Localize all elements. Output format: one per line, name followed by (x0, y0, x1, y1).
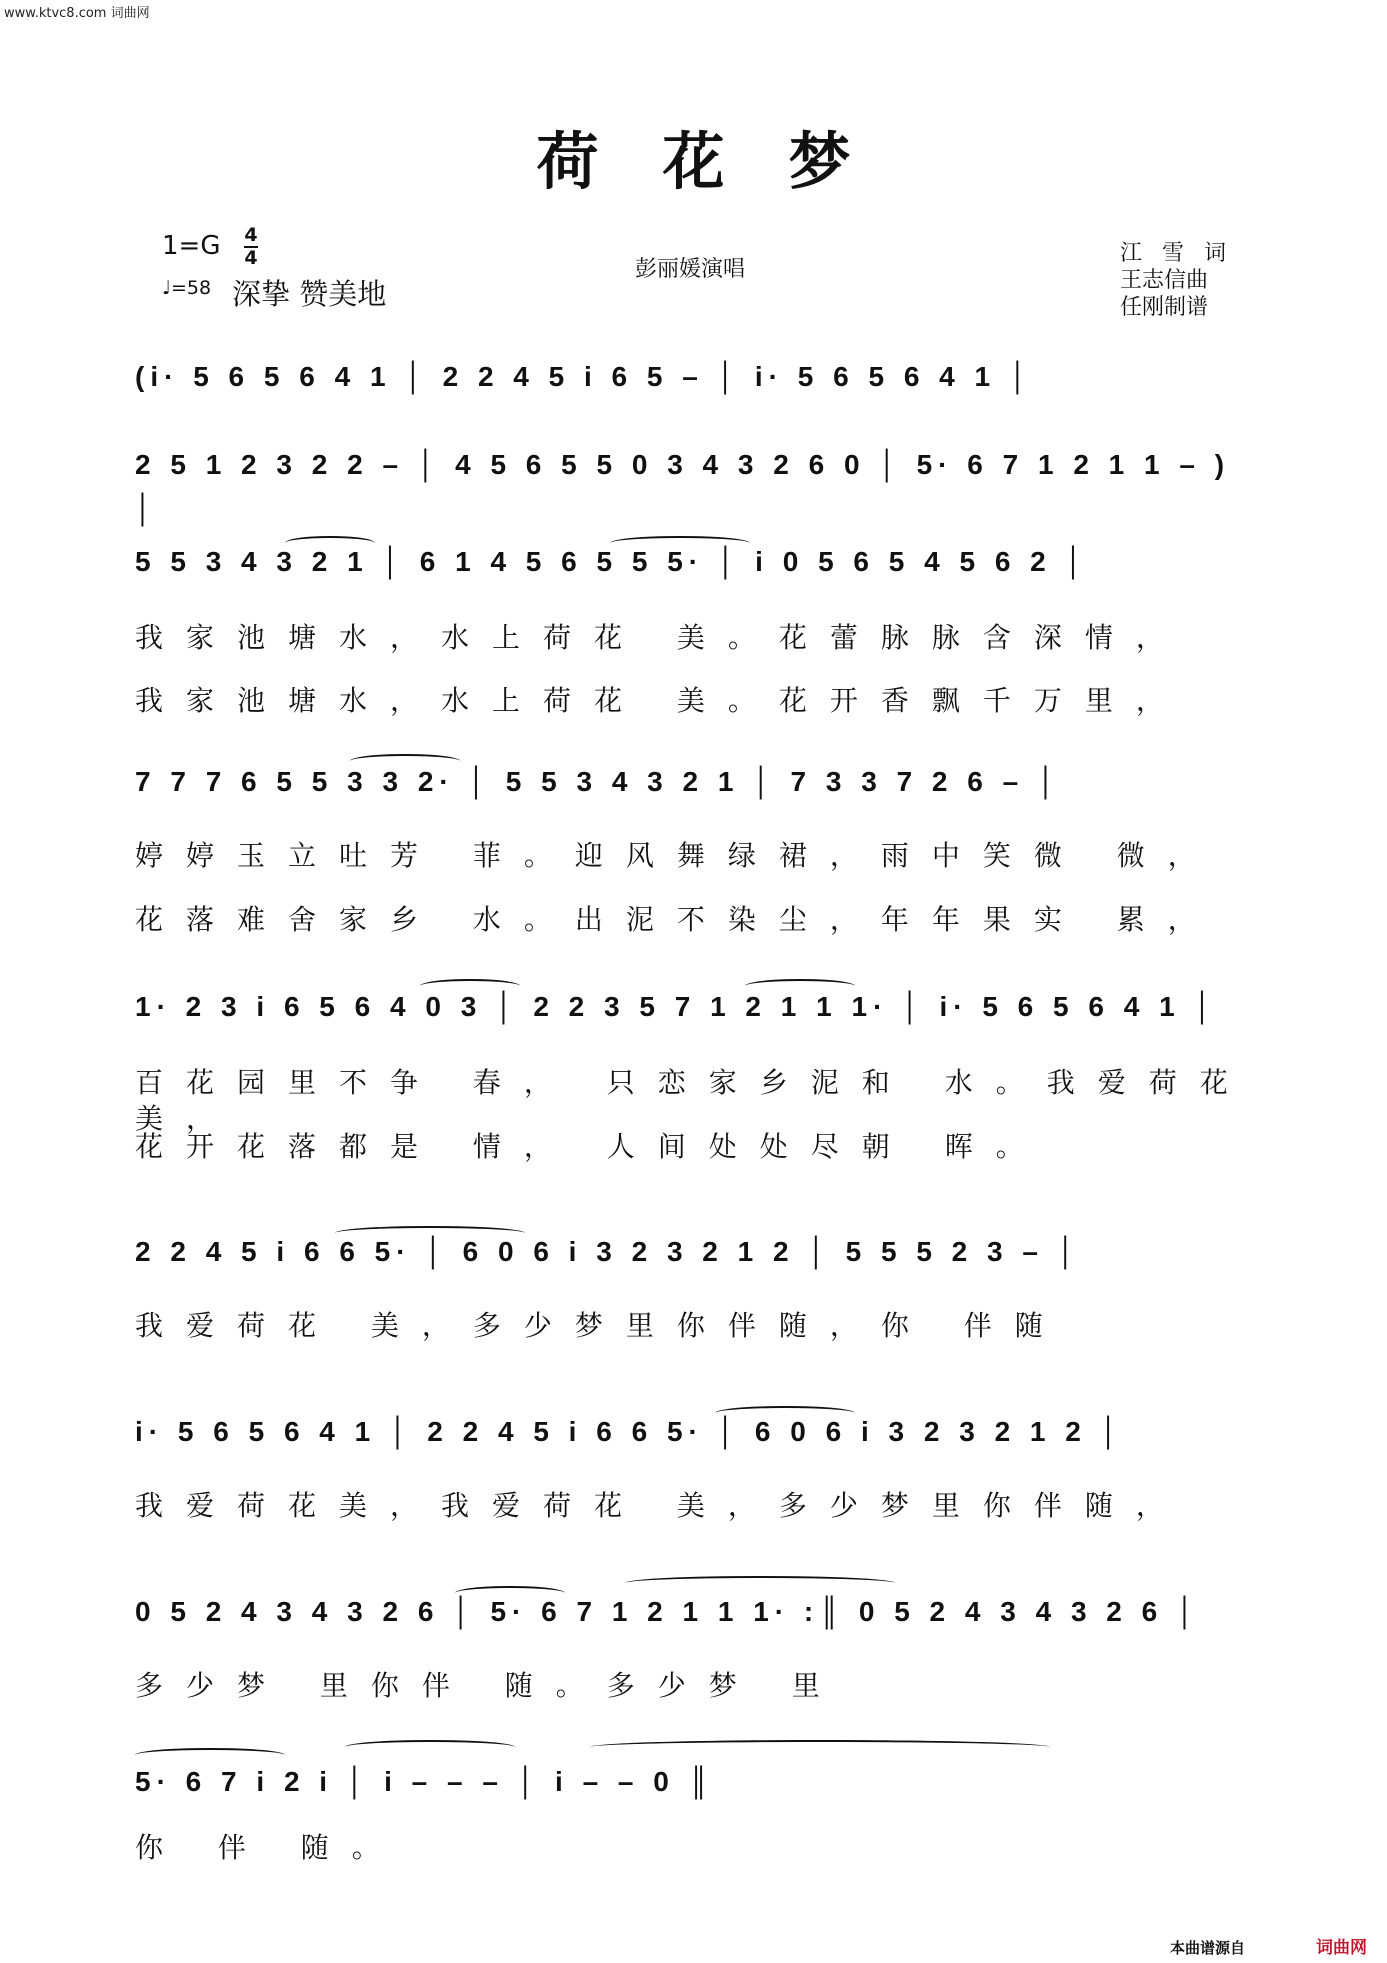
lyric-line: 我爱荷花 美，多少梦里你伴随，你 伴随 (135, 1309, 1066, 1342)
expression-marking: 深挚 赞美地 (232, 277, 387, 311)
time-signature (244, 226, 258, 268)
performer-credit: 彭丽媛演唱 (635, 257, 746, 282)
lyric-line: 我家池塘水，水上荷花 美。花开香飘千万里， (135, 684, 1187, 717)
lyric-line: 婷婷玉立吐芳 菲。迎风舞绿裙，雨中笑微 微， (135, 839, 1219, 872)
tempo-marking: ♩=58 (162, 277, 212, 299)
lyric-line: 百花园里不争 春， 只恋家乡泥和 水。我爱荷花美， (135, 1066, 1251, 1135)
notation-line: 1· 2 3 i 6 5 6 4 0 3 │ 2 2 3 5 7 1 2 1 1 1· │ i· 5 6 5 6 4 1 │ (135, 991, 1218, 1022)
footer-source-label: 本曲谱源自 (1170, 1939, 1246, 1957)
lyric-line: 花落难舍家乡 水。出泥不染尘，年年果实 累， (135, 903, 1219, 936)
lyric-line: 多少梦 里你伴 随。多少梦 里 (135, 1669, 843, 1702)
key-signature: 1=G (162, 231, 221, 261)
slur (625, 1576, 895, 1590)
lyric-line: 你 伴 随。 (135, 1831, 403, 1864)
notation-line: 5 5 3 4 3 2 1 │ 6 1 4 5 6 5 5 5· │ i 0 5 6 5 4 5 6 2 │ (135, 546, 1090, 577)
lyricist-credit: 江雪词 (1120, 241, 1247, 266)
site-label: www.ktvc8.com 词曲网 (4, 6, 150, 21)
notation-line: 0 5 2 4 3 4 3 2 6 │ 5· 6 7 1 2 1 1 1· :║ 0 5 2 4 3 4 3 2 6 │ (135, 1596, 1201, 1627)
notation-line: 2 2 4 5 i 6 6 5· │ 6 0 6 i 3 2 3 2 1 2 │ 5 5 5 2 3 – │ (135, 1236, 1082, 1267)
lyric-line: 我爱荷花美，我爱荷花 美，多少梦里你伴随， (135, 1489, 1187, 1522)
slur (345, 1740, 515, 1754)
notation-line: (i· 5 6 5 6 4 1 │ 2 2 4 5 i 6 5 – │ i· 5 6 5 6 4 1 │ (135, 361, 1034, 392)
time-signature-bottom: 4 (244, 247, 258, 269)
notation-line: 2 5 1 2 3 2 2 – │ 4 5 6 5 5 0 3 4 3 2 6 0 │ 5· 6 7 1 2 1 1 – ) │ (135, 449, 1231, 524)
notation-credit: 任刚制谱 (1120, 295, 1209, 320)
song-title: 荷花梦 (536, 125, 915, 198)
slur (590, 1740, 1050, 1754)
footer-brand-logo[interactable]: 词曲网 (1316, 1938, 1367, 1958)
lyric-line: 花开花落都是 情， 人间处处尽朝 晖。 (135, 1130, 1047, 1163)
lyric-line: 我家池塘水，水上荷花 美。花蕾脉脉含深情， (135, 621, 1187, 654)
time-signature-top: 4 (244, 224, 258, 246)
composer-credit: 王志信曲 (1120, 268, 1209, 293)
notation-line: 7 7 7 6 5 5 3 3 2· │ 5 5 3 4 3 2 1 │ 7 3 3 7 2 6 – │ (135, 766, 1062, 797)
notation-line: i· 5 6 5 6 4 1 │ 2 2 4 5 i 6 6 5· │ 6 0 6 i 3 2 3 2 1 2 │ (135, 1416, 1125, 1447)
notation-line: 5· 6 7 i 2 i │ i – – – │ i – – 0 ║ (135, 1766, 715, 1797)
